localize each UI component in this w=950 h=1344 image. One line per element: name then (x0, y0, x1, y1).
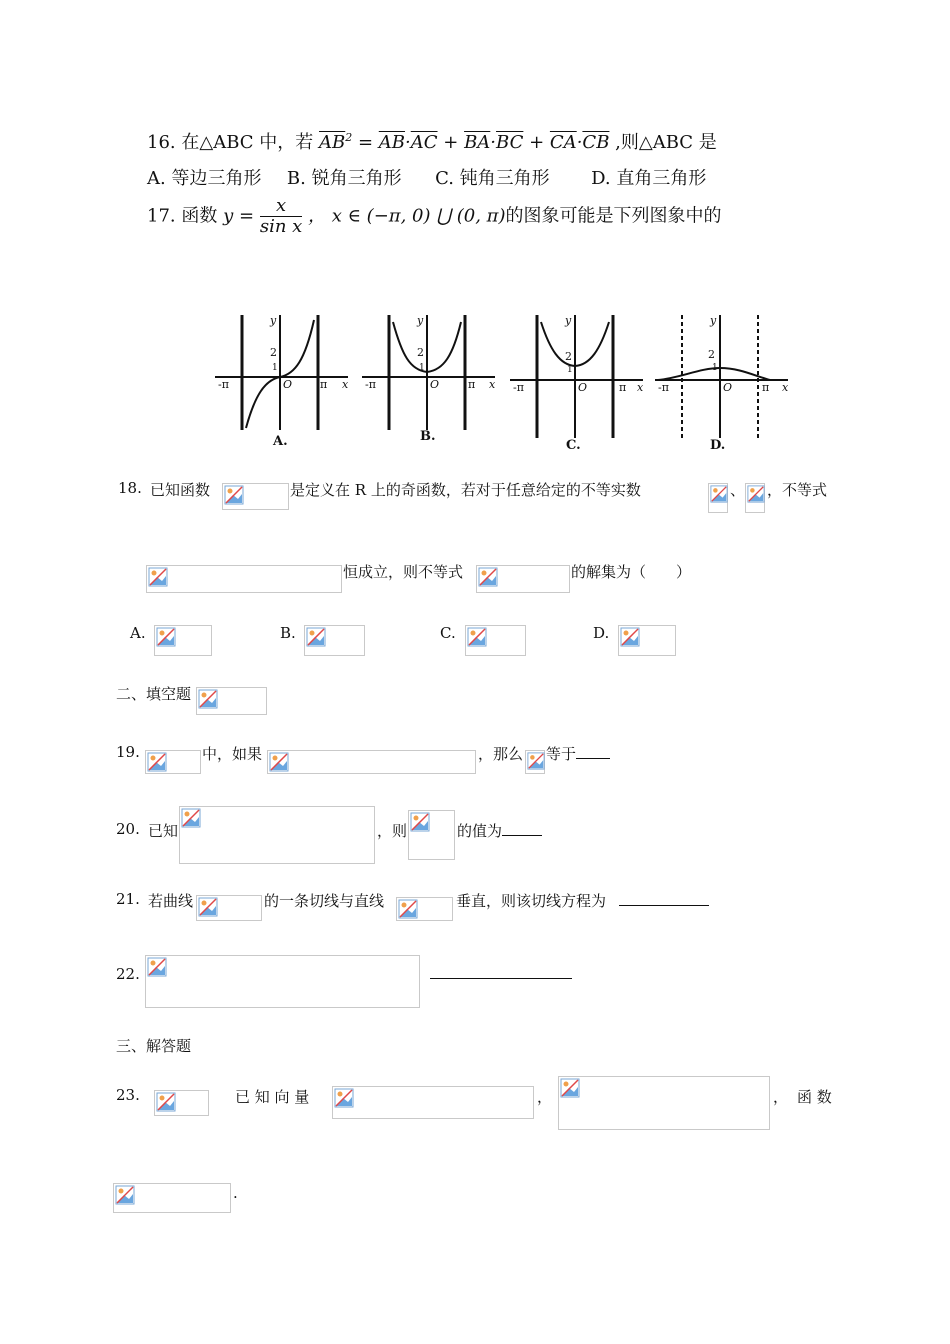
tick-label-neg-pi: -π (218, 378, 229, 391)
question-16 (147, 128, 717, 154)
broken-image-icon (558, 1076, 770, 1130)
broken-image-icon (179, 806, 375, 864)
question-number: 16. (147, 132, 176, 153)
vector-bc: $\overline{BC}$ (496, 132, 524, 153)
broken-image-icon (408, 810, 455, 860)
question-text: ,则△ABC 是 (615, 132, 717, 153)
question-text: 垂直，则该切线方程为 (456, 892, 607, 910)
graph-label-a: A. (273, 434, 288, 449)
question-text: 函 数 (797, 1088, 832, 1106)
question-21-number: 21. (116, 890, 140, 908)
broken-image-icon (745, 483, 765, 513)
tick-label-pi: π (619, 381, 627, 394)
fraction (260, 196, 302, 237)
option-b: B. (280, 624, 296, 642)
answer-blank[interactable] (502, 835, 542, 836)
tick-label-2: 2 (417, 346, 424, 359)
plus-sign: + (523, 132, 550, 153)
broken-image-icon (154, 1090, 209, 1116)
tick-label-2: 2 (565, 350, 572, 363)
vector-ab: $\overline{AB}$ (319, 132, 346, 153)
origin-label: O (283, 378, 293, 391)
tick-label-neg-pi: -π (658, 381, 669, 394)
vector-ba: $\overline{BA}$ (464, 132, 491, 153)
graphs-svg (210, 310, 800, 455)
option-b: B. 锐角三角形 (286, 168, 402, 189)
axis-label-x: x (342, 378, 349, 391)
broken-image-icon (476, 565, 570, 593)
broken-image-icon (196, 687, 267, 715)
question-text: ，那么 (478, 745, 524, 763)
vector-ab: $\overline{AB}$ (378, 132, 406, 153)
question-text: 的一条切线与直线 (264, 892, 385, 910)
answer-blank[interactable] (576, 758, 610, 759)
axis-label-x: x (637, 381, 644, 394)
graph-label-d: D. (710, 438, 726, 453)
question-text: ，不等式 (767, 481, 828, 499)
question-text (457, 820, 542, 841)
domain-expression: ， x ∈ (−π, 0) ⋃ (0, π) (308, 205, 506, 227)
question-text (456, 890, 709, 911)
graph-label-b: B. (420, 429, 436, 444)
tick-label-1: 1 (712, 363, 718, 373)
question-text: 是定义在 R 上的奇函数，若对于任意给定的不等实数 (290, 481, 641, 499)
option-a: A. (130, 624, 146, 642)
question-text: 等于 (546, 745, 577, 763)
vector-ca: $\overline{CA}$ (549, 132, 577, 153)
tick-label-neg-pi: -π (513, 381, 524, 394)
fraction-denominator: sin x (259, 216, 303, 237)
broken-image-icon (222, 483, 289, 510)
question-text: 中，如果 (202, 745, 263, 763)
broken-image-icon (145, 750, 201, 774)
axis-label-x: x (782, 381, 789, 394)
axis-label-y: y (417, 314, 424, 327)
option-d: D. 直角三角形 (591, 168, 707, 189)
question-20-number: 20. (116, 820, 140, 838)
broken-image-icon (145, 955, 420, 1008)
origin-label: O (430, 378, 440, 391)
fraction-numerator: x (260, 196, 302, 217)
broken-image-icon (618, 625, 676, 656)
dot-operator: · (576, 132, 583, 153)
question-19-number: 19. (116, 743, 140, 761)
broken-image-icon (332, 1086, 534, 1119)
section-heading: 三、解答题 (116, 1037, 192, 1055)
broken-image-icon (708, 483, 728, 513)
question-text: 在△ABC 中，若 (181, 132, 314, 153)
broken-image-icon (196, 895, 262, 921)
question-text: 若曲线 (148, 892, 194, 910)
broken-image-icon (154, 625, 212, 656)
question-text: 已 知 向 量 (235, 1088, 310, 1106)
vector-ac: $\overline{AC}$ (410, 132, 438, 153)
tick-label-1: 1 (272, 363, 278, 373)
question-18-number: 18. (118, 479, 142, 497)
dot-operator: · (405, 132, 411, 153)
graph-set (210, 310, 800, 455)
plus-sign: + (437, 132, 465, 153)
question-text: 已知 (148, 822, 179, 840)
period: . (233, 1184, 238, 1202)
axis-label-x: x (489, 378, 496, 391)
question-text: 已知函数 (150, 481, 211, 499)
origin-label: O (723, 381, 733, 394)
broken-image-icon (146, 565, 342, 593)
graph-label-c: C. (566, 438, 581, 453)
broken-image-icon (113, 1183, 231, 1213)
tick-label-2: 2 (708, 348, 715, 361)
question-text: 函数 (181, 205, 218, 227)
answer-blank[interactable] (430, 978, 572, 979)
axis-label-y: y (710, 314, 717, 327)
tick-label-pi: π (468, 378, 476, 391)
tick-label-2: 2 (270, 346, 277, 359)
axis-label-y: y (565, 314, 572, 327)
vector-cb: $\overline{CB}$ (582, 132, 610, 153)
question-16-options (147, 164, 706, 190)
broken-image-icon (267, 750, 476, 774)
y-equals: y = (223, 205, 255, 227)
question-text (546, 743, 610, 764)
answer-blank[interactable] (619, 905, 709, 906)
origin-label: O (578, 381, 588, 394)
tick-label-1: 1 (419, 363, 425, 373)
comma: ， (773, 1088, 789, 1106)
option-c: C. 钝角三角形 (435, 168, 550, 189)
exponent: 2 (345, 131, 353, 144)
option-d: D. (593, 624, 610, 642)
dot-operator: · (490, 132, 497, 153)
tick-label-neg-pi: -π (365, 378, 376, 391)
question-23-number: 23. (116, 1086, 140, 1104)
broken-image-icon (304, 625, 365, 656)
question-text: 的解集为（ ） (571, 563, 692, 581)
equals-sign: = (352, 132, 379, 153)
separator: 、 (730, 481, 746, 499)
axis-label-y: y (270, 314, 277, 327)
broken-image-icon (465, 625, 526, 656)
broken-image-icon (525, 750, 545, 774)
tick-label-pi: π (762, 381, 770, 394)
question-number: 17. (147, 205, 176, 227)
section-heading: 二、填空题 (116, 685, 192, 703)
comma: ， (537, 1088, 553, 1106)
question-text: 的值为 (457, 822, 503, 840)
tick-label-pi: π (320, 378, 328, 391)
question-22-number: 22. (116, 965, 140, 983)
question-17 (147, 196, 722, 237)
question-text: ，则 (377, 822, 408, 840)
broken-image-icon (396, 897, 453, 921)
option-c: C. (440, 624, 456, 642)
question-text: 的图象可能是下列图象中的 (505, 205, 722, 227)
option-a: A. 等边三角形 (147, 168, 262, 189)
tick-label-1: 1 (567, 365, 573, 375)
question-text: 恒成立，则不等式 (343, 563, 464, 581)
